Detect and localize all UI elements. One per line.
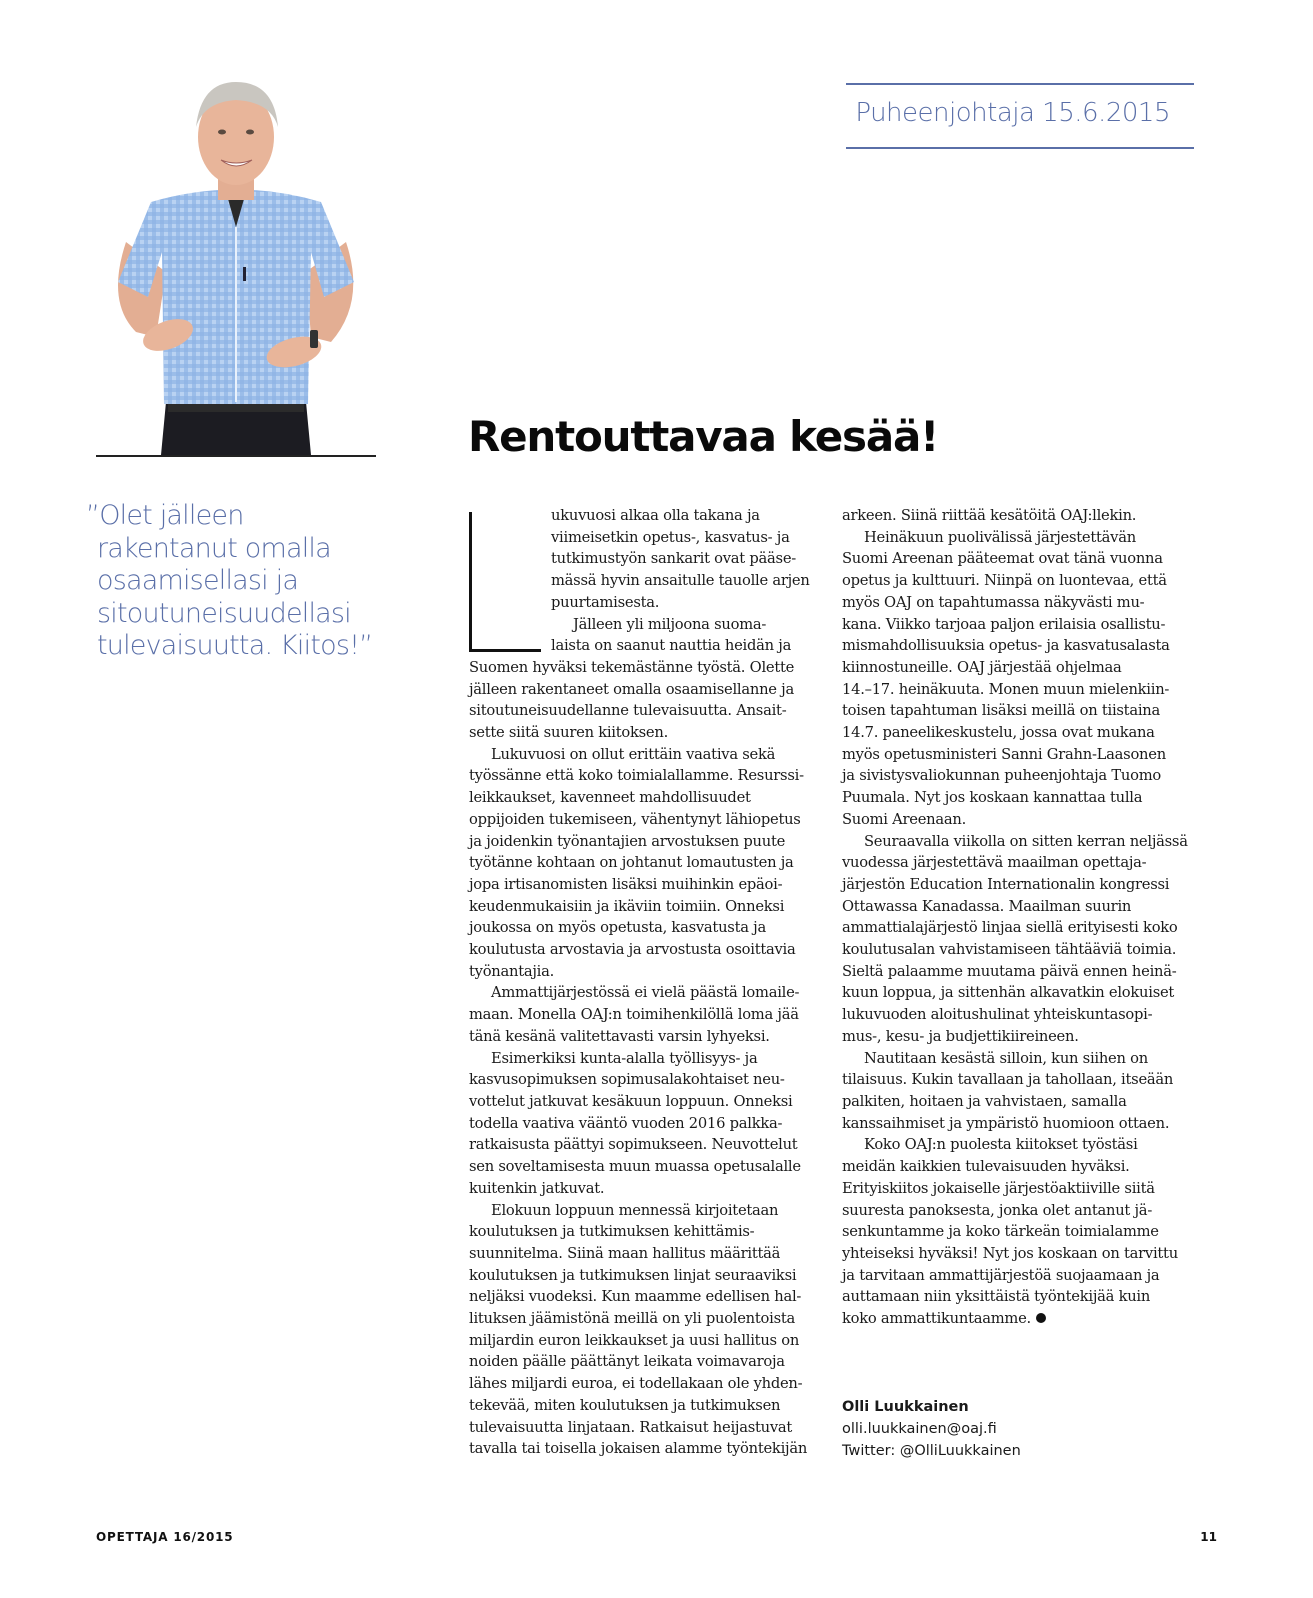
page-number: 11 bbox=[1200, 1530, 1217, 1544]
article-line: koko ammattikuntaamme. bbox=[842, 1308, 1192, 1330]
article-line: todella vaativa vääntö vuoden 2016 palkka- bbox=[469, 1114, 783, 1132]
article-line: tutkimustyön sankarit ovat pääse- bbox=[551, 550, 796, 568]
article-line: Suomi Areenan pääteemat ovat tänä vuonna bbox=[842, 550, 1163, 568]
article-line: lituksen jäämistönä meillä on yli puolentoista bbox=[469, 1310, 796, 1328]
article-line: vottelut jatkuvat kesäkuun loppuun. Onneksi bbox=[469, 1092, 793, 1110]
article-line: auttamaan niin yksittäistä työntekijää kuin bbox=[842, 1288, 1151, 1306]
article-line: viimeisetkin opetus-, kasvatus- ja bbox=[551, 528, 790, 546]
pull-quote-line: osaamisellasi ja bbox=[97, 565, 299, 596]
article-line: Esimerkiksi kunta-alalla työllisyys- ja bbox=[491, 1049, 758, 1067]
article-line: toisen tapahtuman lisäksi meillä on tiistaina bbox=[842, 702, 1161, 720]
article-line: kuun loppua, ja sittenhän alkavatkin elokuiset bbox=[842, 984, 1175, 1002]
section-header bbox=[846, 83, 1194, 149]
article-line: ja tarvitaan ammattijärjestöä suojaamaan ja bbox=[842, 1266, 1160, 1284]
article-line: mässä hyvin ansaitulle tauolle arjen bbox=[551, 572, 810, 590]
article-line: järjestön Education Internationalin kongressi bbox=[842, 875, 1170, 893]
article-line: Puumala. Nyt jos koskaan kannattaa tulla bbox=[842, 789, 1143, 807]
article-column-2 bbox=[842, 505, 1192, 1330]
article-line: jälleen rakentaneet omalla osaamisellanne ja bbox=[469, 680, 794, 698]
article-line: laista on saanut nauttia heidän ja bbox=[551, 637, 792, 655]
photo-divider bbox=[96, 455, 376, 457]
article-line: keudenmukaisiin ja ikäviin toimiin. Onneksi bbox=[469, 897, 785, 915]
article-line: kuitenkin jatkuvat. bbox=[469, 1179, 605, 1197]
author-signature bbox=[842, 1396, 1021, 1462]
article-line: mus-, kesu- ja budjettikiireineen. bbox=[842, 1027, 1079, 1045]
pull-quote bbox=[86, 500, 416, 663]
author-name: Olli Luukkainen bbox=[842, 1399, 969, 1415]
article-line: Koko OAJ:n puolesta kiitokset työstäsi bbox=[864, 1136, 1138, 1154]
article-line: Sieltä palaamme muutama päivä ennen heinä- bbox=[842, 962, 1177, 980]
article-line: maan. Monella OAJ:n toimihenkilöllä loma jää bbox=[469, 1006, 799, 1024]
article-line: lähes miljardi euroa, ei todellakaan ole yhden- bbox=[469, 1375, 803, 1393]
article-line: senkuntamme ja koko tärkeän toimialamme bbox=[842, 1223, 1159, 1241]
article-line: myös OAJ on tapahtumassa näkyvästi mu- bbox=[842, 593, 1145, 611]
portrait-illustration bbox=[96, 52, 376, 455]
article-line: Seuraavalla viikolla on sitten kerran neljässä bbox=[864, 832, 1188, 850]
article-line: tilaisuus. Kukin tavallaan ja tahollaan, itseään bbox=[842, 1071, 1174, 1089]
pull-quote-line: sitoutuneisuudellasi bbox=[97, 597, 351, 629]
article-line: Erityiskiitos jokaiselle järjestöaktiiville siitä bbox=[842, 1179, 1155, 1197]
article-line: oppijoiden tukemiseen, vähentynyt lähiopetus bbox=[469, 810, 801, 828]
article-line: ja joidenkin työnantajien arvostuksen puute bbox=[469, 832, 786, 850]
article-line: palkiten, hoitaen ja vahvistaen, samalla bbox=[842, 1092, 1127, 1110]
article-line: joukossa on myös opetusta, kasvatusta ja bbox=[469, 919, 766, 937]
article-line: vuodessa järjestettävä maailman opettaja- bbox=[842, 854, 1147, 872]
article-line: Elokuun loppuun mennessä kirjoitetaan bbox=[491, 1201, 779, 1219]
article-line: Ottawassa Kanadassa. Maailman suurin bbox=[842, 897, 1132, 915]
article-line: koulutusalan vahvistamiseen tähtääviä toimia. bbox=[842, 941, 1177, 959]
article-line: koulutuksen ja tutkimuksen kehittämis- bbox=[469, 1223, 755, 1241]
article-line: arkeen. Siinä riittää kesätöitä OAJ:llekin. bbox=[842, 507, 1137, 524]
article-line: työtänne kohtaan on johtanut lomautusten ja bbox=[469, 854, 794, 872]
article-line: kana. Viikko tarjoaa paljon erilaisia osallistu- bbox=[842, 615, 1166, 633]
article-line: ukuvuosi alkaa olla takana ja bbox=[551, 507, 760, 524]
article-line: 14.7. paneelikeskustelu, jossa ovat mukana bbox=[842, 724, 1155, 742]
author-photo bbox=[96, 52, 376, 455]
article-line: työssänne että koko toimialallamme. Resurssi- bbox=[469, 767, 804, 785]
article-line: yhteiseksi hyväksi! Nyt jos koskaan on tarvittu bbox=[842, 1244, 1178, 1262]
article-line: ja sivistysvaliokunnan puheenjohtaja Tuomo bbox=[842, 767, 1161, 785]
article-line: Lukuvuosi on ollut erittäin vaativa sekä bbox=[491, 745, 776, 763]
article-line: meidän kaikkien tulevaisuuden hyväksi. bbox=[842, 1158, 1130, 1176]
end-of-article-bullet-icon bbox=[1036, 1313, 1046, 1323]
author-email-link[interactable]: olli.luukkainen@oaj.fi bbox=[842, 1421, 997, 1437]
pull-quote-line: ”Olet jälleen bbox=[86, 500, 244, 531]
article-line: työnantajia. bbox=[469, 962, 555, 980]
article-line: tänä kesänä valitettavasti varsin lyhyeksi. bbox=[469, 1027, 770, 1045]
article-line: neljäksi vuodeksi. Kun maamme edellisen hal- bbox=[469, 1288, 802, 1306]
article-line: ratkaisusta päättyi sopimukseen. Neuvottelut bbox=[469, 1136, 798, 1154]
article-line: Ammattijärjestössä ei vielä päästä lomaile- bbox=[491, 984, 800, 1002]
article-line: tekevää, miten koulutuksen ja tutkimuksen bbox=[469, 1396, 781, 1414]
article-line: sen soveltamisesta muun muassa opetusalalle bbox=[469, 1158, 801, 1176]
article-line: Suomen hyväksi tekemästänne työstä. Olette bbox=[469, 658, 795, 676]
article-line: myös opetusministeri Sanni Grahn-Laasonen bbox=[842, 745, 1166, 763]
author-twitter-link[interactable]: Twitter: @OlliLuukkainen bbox=[842, 1443, 1021, 1459]
article-line: miljardin euron leikkaukset ja uusi hallitus on bbox=[469, 1331, 800, 1349]
article-line: 14.–17. heinäkuuta. Monen muun mielenkiin- bbox=[842, 680, 1170, 698]
publication-issue: OPETTAJA 16/2015 bbox=[96, 1530, 234, 1544]
article-line: mismahdollisuuksia opetus- ja kasvatusalasta bbox=[842, 637, 1170, 655]
article-line: lukuvuoden aloitushulinat yhteiskuntasopi- bbox=[842, 1006, 1153, 1024]
article-column-1 bbox=[469, 505, 819, 1460]
article-line: opetus ja kulttuuri. Niinpä on luontevaa, että bbox=[842, 572, 1167, 590]
article-line: jopa irtisanomisten lisäksi muihinkin epäoi- bbox=[469, 875, 783, 893]
pull-quote-line: tulevaisuutta. Kiitos!” bbox=[97, 630, 373, 661]
article-line: sette siitä suuren kiitoksen. bbox=[469, 724, 668, 742]
article-headline: Rentouttavaa kesää! bbox=[468, 412, 939, 461]
article-line: suunnitelma. Siinä maan hallitus määrittää bbox=[469, 1244, 781, 1262]
article-line: Nautitaan kesästä silloin, kun siihen on bbox=[864, 1049, 1148, 1067]
article-line: tulevaisuutta linjataan. Ratkaisut heijastuvat bbox=[469, 1418, 793, 1436]
article-line: koulutuksen ja tutkimuksen linjat seuraaviksi bbox=[469, 1266, 797, 1284]
article-line: leikkaukset, kavenneet mahdollisuudet bbox=[469, 789, 751, 807]
article-line: tavalla tai toisella jokaisen alamme työntekijän bbox=[469, 1440, 808, 1458]
article-line: kiinnostuneille. OAJ järjestää ohjelmaa bbox=[842, 658, 1122, 676]
article-line: noiden päälle päättänyt leikata voimavaroja bbox=[469, 1353, 785, 1371]
article-line: sitoutuneisuudellanne tulevaisuutta. Ansait- bbox=[469, 702, 787, 720]
article-line: kanssaihmiset ja ympäristö huomioon ottaen. bbox=[842, 1114, 1170, 1132]
section-label: Puheenjohtaja 15.6.2015 bbox=[855, 98, 1170, 128]
article-line: kasvusopimuksen sopimusalakohtaiset neu- bbox=[469, 1071, 785, 1089]
article-line: ammattialajärjestö linjaa siellä erityisesti koko bbox=[842, 919, 1178, 937]
article-line: Heinäkuun puolivälissä järjestettävän bbox=[864, 528, 1136, 546]
article-line: Jälleen yli miljoona suoma- bbox=[573, 615, 767, 633]
article-line: Suomi Areenaan. bbox=[842, 810, 967, 828]
pull-quote-line: rakentanut omalla bbox=[97, 532, 331, 564]
article-line: koulutusta arvostavia ja arvostusta osoittavia bbox=[469, 941, 796, 959]
article-line: suuresta panoksesta, jonka olet antanut jä- bbox=[842, 1201, 1153, 1219]
article-line: puurtamisesta. bbox=[551, 593, 660, 611]
